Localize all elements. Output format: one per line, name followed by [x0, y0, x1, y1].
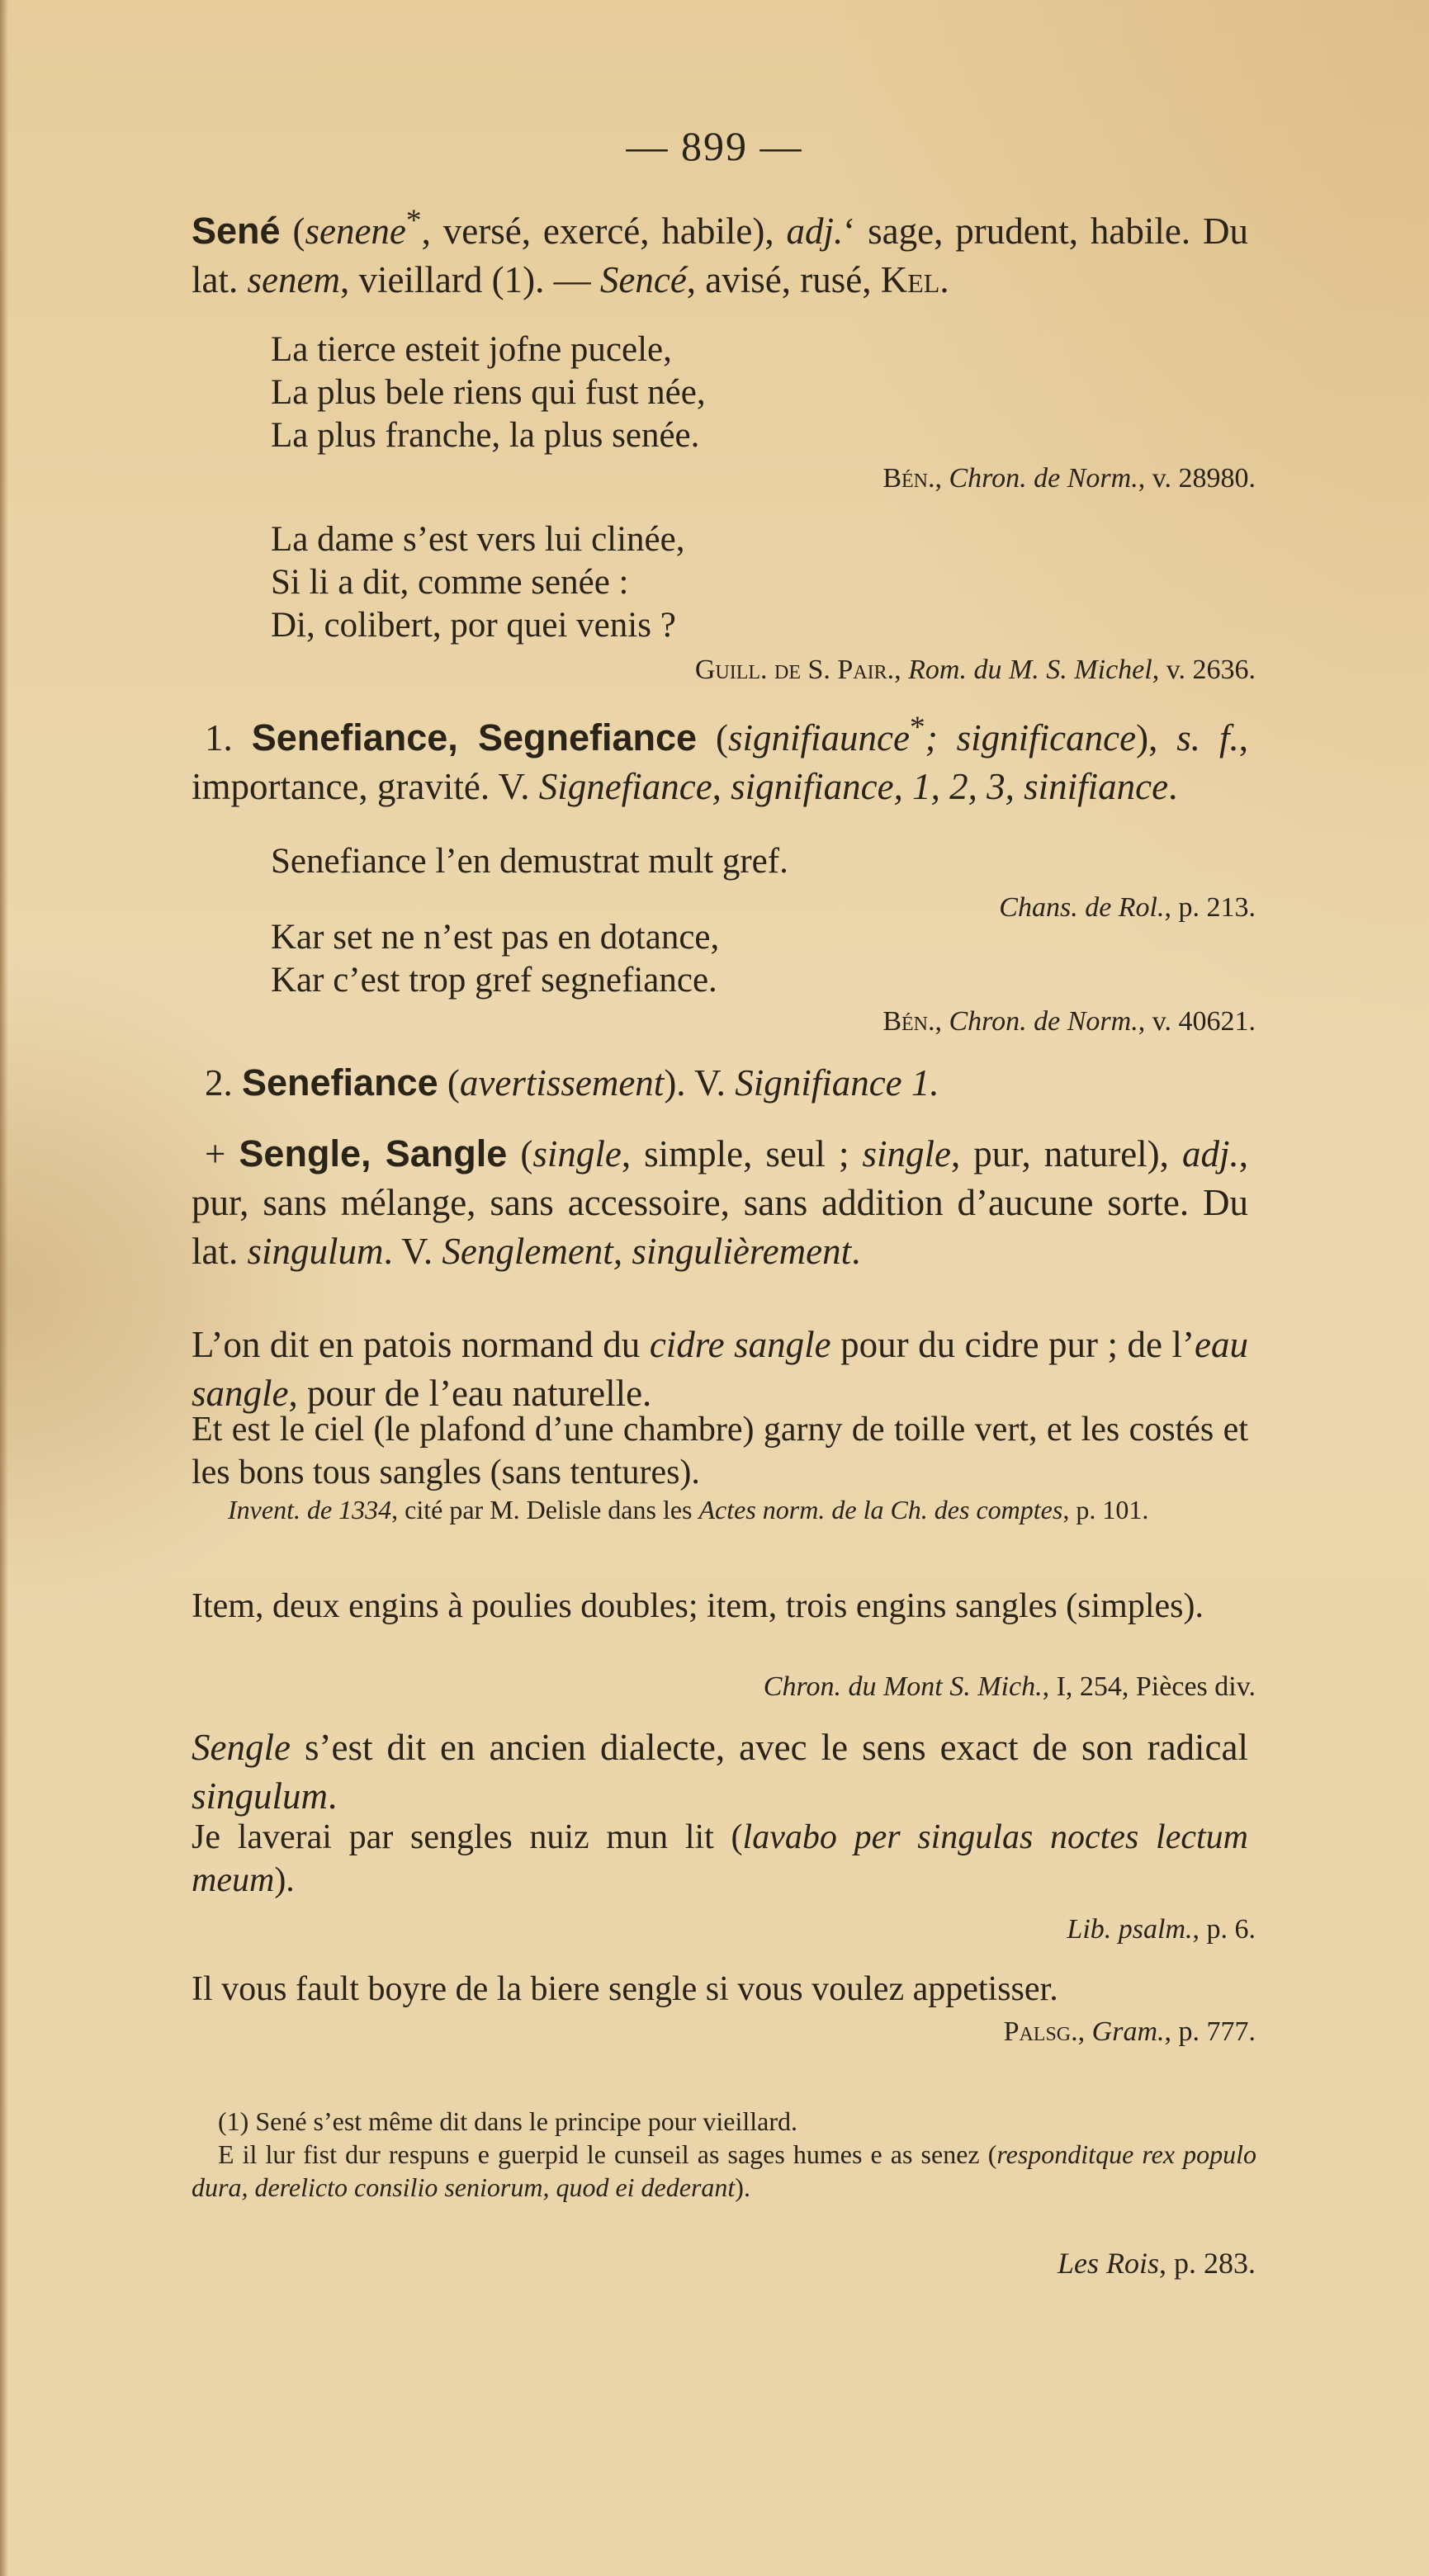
cross-mark-icon: + [205, 1133, 239, 1175]
citation: Guill. de S. Pair., Rom. du M. S. Michel, v. 2636. [694, 655, 1256, 685]
entry-senefiance-1: 1. Senefiance, Segnefiance (signifiaunce*; significance), s. f., importance, gravité. V. Signefiance, signifiance, 1, 2, 3, sinifiance. [192, 711, 1248, 807]
citation: Lib. psalm., p. 6. [1067, 1914, 1256, 1945]
citation: Invent. de 1334, cité par M. Delisle dans les Actes norm. de la Ch. des comptes, p. 101. [228, 1495, 1149, 1524]
entry-sengle: + Sengle, Sangle (single, simple, seul ; single, pur, naturel), adj., pur, sans mélange, sans accessoire, sans addition d’aucune sorte. Du lat. singulum. V. Senglement, singulièrement. [192, 1132, 1248, 1272]
page-number: — 899 — [626, 123, 803, 169]
citation: Chron. du Mont S. Mich., I, 254, Pièces div. [763, 1671, 1256, 1702]
entry-sene: Sené (senene*, versé, exercé, habile), adj.‘ sage, prudent, habile. Du lat. senem, vieillard (1). — Sencé, avisé, rusé, Kel. [192, 204, 1248, 300]
citation: Bén., Chron. de Norm., v. 40621. [882, 1006, 1256, 1037]
citation: Palsg., Gram., p. 777. [1003, 2016, 1256, 2047]
quote-prose-5: Et est le ciel (le plafond d’une chambre) garny de toille vert, et les costés et les bons tous sangles (sans tentures). [192, 1411, 1248, 1491]
entry-senefiance-2: 2. Senefiance (avertissement). V. Signifiance 1. [205, 1061, 939, 1104]
citation: Bén., Chron. de Norm., v. 28980. [882, 463, 1256, 494]
quote-verse-1: La tierce esteit jofne pucele, La plus bele riens qui fust née, La plus franche, la plus senée. [271, 330, 706, 455]
quote-prose-8: Il vous fault boyre de la biere sengle si vous voulez appetisser. [192, 1970, 1058, 2008]
quote-verse-4: Kar set ne n’est pas en dotance, Kar c’est trop gref segnefiance. [271, 918, 720, 1000]
citation: Chans. de Rol., p. 213. [999, 892, 1256, 923]
quote-verse-3: Senefiance l’en demustrat mult gref. [271, 842, 788, 881]
quote-verse-2: La dame s’est vers lui clinée, Si li a dit, comme senée : Di, colibert, por quei venis ? [271, 520, 685, 645]
headword: Senefiance [242, 1061, 438, 1104]
headword: Senefiance, Segnefiance [251, 716, 698, 759]
headword: Sengle, Sangle [239, 1132, 508, 1175]
headword: Sené [192, 210, 281, 252]
dialect-note: Sengle s’est dit en ancien dialecte, avec le sens exact de son radical singulum. [192, 1727, 1248, 1817]
citation: Les Rois, p. 283. [1057, 2247, 1256, 2280]
quote-prose-6: Item, deux engins à poulies doubles; item, trois engins sangles (simples). [192, 1587, 1204, 1625]
patois-note: L’on dit en patois normand du cidre sangle pour du cidre pur ; de l’eau sangle, pour de l’eau naturelle. [192, 1324, 1249, 1414]
footnote: (1) Sené s’est même dit dans le principe pour vieillard. E il lur fist dur respuns e guerpid le cunseil as sages humes e as senez (responditque rex populo dura, derelicto consilio seniorum, quod ei dederant). [192, 2106, 1257, 2202]
quote-prose-7: Je laverai par sengles nuiz mun lit (lavabo per singulas noctes lectum meum). [192, 1818, 1248, 1899]
page-binding-edge [0, 0, 8, 2576]
